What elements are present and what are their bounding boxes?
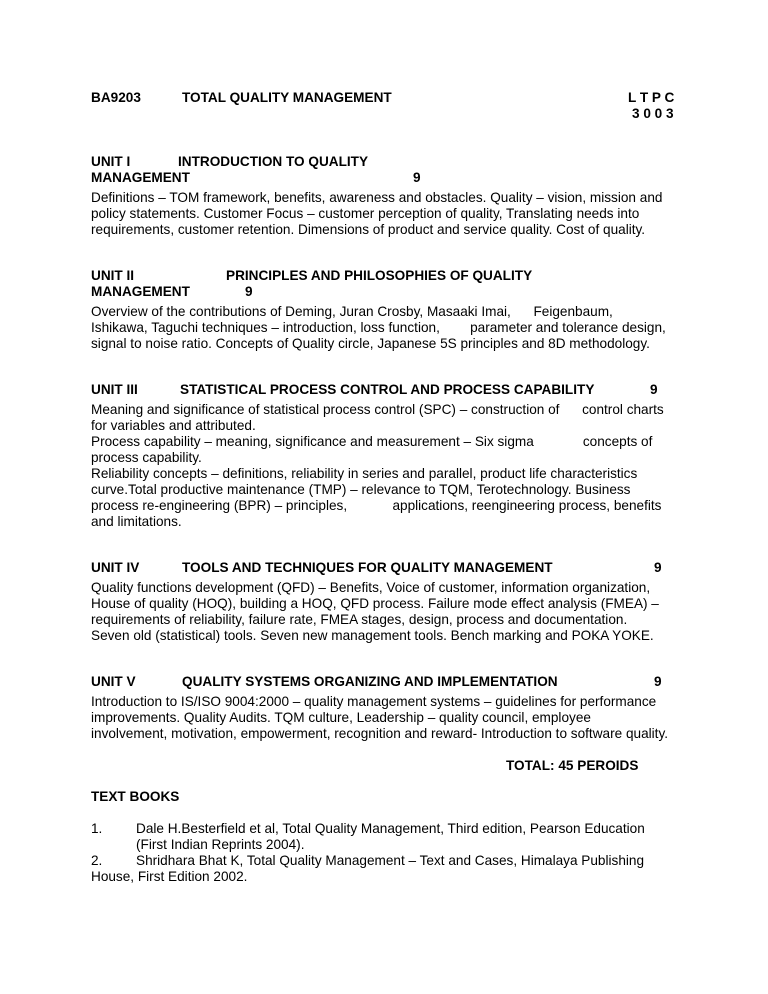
ltpc-values: 3 0 0 3 [632,106,674,121]
course-title: TOTAL QUALITY MANAGEMENT [182,90,392,105]
unit-title-continued: MANAGEMENT [91,284,190,299]
unit-body-line: policy statements. Customer Focus – customer perception of quality, Translating needs into [91,206,640,221]
text-book-line: (First Indian Reprints 2004). [136,837,305,852]
unit-body-line: improvements. Quality Audits. TQM culture, Leadership – quality council, employee [91,710,591,725]
unit-body-line: Ishikawa, Taguchi techniques – introduction, loss function, parameter and tolerance design, [91,320,666,335]
unit-body-line: Reliability concepts – definitions, reliability in series and parallel, product life characteristics [91,466,638,481]
unit-hours: 9 [245,284,253,299]
unit-body-line: Quality functions development (QFD) – Benefits, Voice of customer, information organization, [91,580,651,595]
unit-body-line: requirements, customer retention. Dimensions of product and service quality. Cost of quality. [91,222,646,237]
unit-hours: 9 [413,170,421,185]
unit-body-line: and limitations. [91,514,182,529]
unit-body-line: requirements of reliability, failure rate, FMEA stages, design, process and documentation. [91,612,628,627]
unit-body-line: Overview of the contributions of Deming, Juran Crosby, Masaaki Imai, Feigenbaum, [91,304,613,319]
unit-label: UNIT I [91,154,131,169]
text-book-number: 2. [91,853,103,868]
unit-body-line: signal to noise ratio. Concepts of Quality circle, Japanese 5S principles and 8D methodology. [91,336,650,351]
unit-title: PRINCIPLES AND PHILOSOPHIES OF QUALITY [226,268,533,283]
unit-title: STATISTICAL PROCESS CONTROL AND PROCESS CAPABILITY [180,382,595,397]
unit-title: INTRODUCTION TO QUALITY [178,154,369,169]
text-book-line: Shridhara Bhat K, Total Quality Management – Text and Cases, Himalaya Publishing [136,853,645,868]
unit-body-line: Definitions – TOM framework, benefits, awareness and obstacles. Quality – vision, mission and [91,190,663,205]
unit-body-line: Seven old (statistical) tools. Seven new management tools. Bench marking and POKA YOKE. [91,628,654,643]
unit-label: UNIT IV [91,560,140,575]
text-books-heading: TEXT BOOKS [91,789,180,804]
unit-body-line: Introduction to IS/ISO 9004:2000 – quality management systems – guidelines for performance [91,694,657,709]
unit-body-line: involvement, motivation, empowerment, recognition and reward- Introduction to software quality. [91,726,669,741]
unit-hours: 9 [654,674,662,689]
unit-body-line: for variables and attributed. [91,418,256,433]
ltpc-label: L T P C [628,90,675,105]
unit-label: UNIT V [91,674,136,689]
unit-label: UNIT III [91,382,138,397]
course-code: BA9203 [91,90,141,105]
unit-body-line: Process capability – meaning, significance and measurement – Six sigma concepts of [91,434,653,449]
unit-label: UNIT II [91,268,135,283]
unit-body-line: curve.Total productive maintenance (TMP) – relevance to TQM, Terotechnology. Business [91,482,631,497]
unit-title-continued: MANAGEMENT [91,170,190,185]
unit-body-line: process re-engineering (BPR) – principles, applications, reengineering process, benefits [91,498,662,513]
unit-body-line: House of quality (HOQ), building a HOQ, QFD process. Failure mode effect analysis (FMEA) – [91,596,659,611]
text-book-line: Dale H.Besterfield et al, Total Quality Management, Third edition, Pearson Education [136,821,645,836]
total-periods: TOTAL: 45 PEROIDS [506,758,639,773]
text-book-line: House, First Edition 2002. [91,869,248,884]
unit-title: QUALITY SYSTEMS ORGANIZING AND IMPLEMENTATION [182,674,558,689]
unit-body-line: process capability. [91,450,202,465]
unit-title: TOOLS AND TECHNIQUES FOR QUALITY MANAGEMENT [182,560,553,575]
text-book-number: 1. [91,821,103,836]
unit-hours: 9 [650,382,658,397]
unit-body-line: Meaning and significance of statistical process control (SPC) – construction of control charts [91,402,664,417]
unit-hours: 9 [654,560,662,575]
